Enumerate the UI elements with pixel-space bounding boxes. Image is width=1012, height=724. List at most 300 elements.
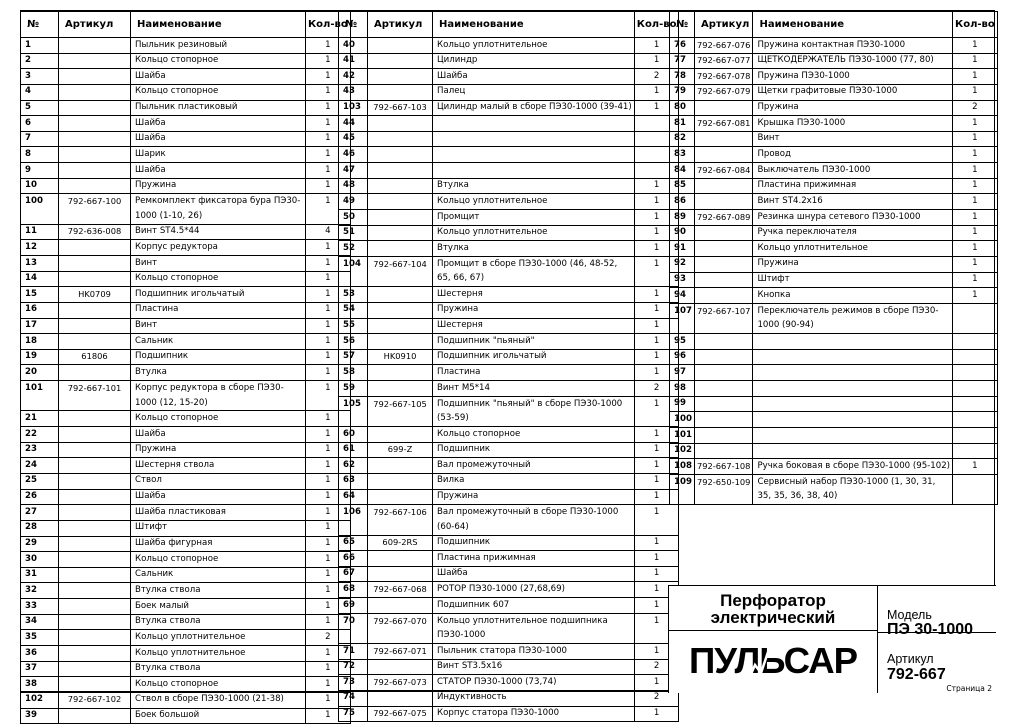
item-number: 85 <box>670 178 695 194</box>
item-name: Кольцо уплотнительное подшипника ПЭ30-1000 <box>433 613 635 643</box>
article-cell <box>59 677 131 693</box>
item-number: 91 <box>670 241 695 257</box>
table-row <box>670 241 998 257</box>
item-name <box>753 334 953 350</box>
item-name <box>753 412 953 428</box>
item-name: Шайба <box>131 489 306 505</box>
article-cell <box>694 412 753 428</box>
article-cell <box>59 458 131 474</box>
item-number: 89 <box>670 210 695 226</box>
item-qty: 1 <box>634 598 679 614</box>
article-cell <box>59 240 131 256</box>
table-row <box>339 116 679 132</box>
table-row <box>339 287 679 303</box>
article-cell <box>694 365 753 381</box>
item-number: 102 <box>21 692 59 708</box>
item-qty: 1 <box>634 505 679 535</box>
table-row <box>339 598 679 614</box>
table-row <box>339 706 679 722</box>
table-row <box>21 365 351 381</box>
article-cell: 792-667-079 <box>694 84 753 100</box>
table-row <box>670 365 998 381</box>
item-number: 76 <box>670 38 695 54</box>
item-qty: 1 <box>306 334 351 350</box>
item-qty: 1 <box>634 318 679 334</box>
article-cell <box>59 442 131 458</box>
item-name: Подшипник "пьяный" <box>433 334 635 350</box>
item-number: 58 <box>339 365 368 381</box>
article-cell: 699-Z <box>368 442 433 458</box>
item-name <box>753 365 953 381</box>
article-cell <box>368 241 433 257</box>
article-cell <box>368 69 433 85</box>
item-qty: 1 <box>953 131 998 147</box>
header-name: Наименование <box>131 12 306 38</box>
table-row <box>339 381 679 397</box>
article-cell <box>59 302 131 318</box>
article-cell <box>368 225 433 241</box>
item-name: Шайба <box>131 116 306 132</box>
table-header <box>670 12 998 38</box>
article-cell <box>59 69 131 85</box>
item-number: 43 <box>339 84 368 100</box>
table-row <box>339 194 679 210</box>
item-number: 107 <box>670 303 695 333</box>
item-qty <box>953 428 998 444</box>
table-header <box>21 12 351 38</box>
table-row <box>670 396 998 412</box>
item-qty: 2 <box>953 100 998 116</box>
article-cell: 792-650-109 <box>694 474 753 504</box>
item-name: Втулка ствола <box>131 661 306 677</box>
article-cell: 792-667-075 <box>368 706 433 722</box>
article-cell <box>59 599 131 615</box>
item-qty: 1 <box>634 256 679 286</box>
item-number: 5 <box>21 100 59 116</box>
header-num: № <box>670 12 695 38</box>
table-row <box>670 303 998 333</box>
item-name: Подшипник <box>433 535 635 551</box>
item-number: 10 <box>21 178 59 194</box>
article-cell <box>59 646 131 662</box>
article-cell: 792-667-108 <box>694 459 753 475</box>
item-qty: 1 <box>634 551 679 567</box>
item-name: Переключатель режимов в сборе ПЭ30-1000 (90-94) <box>753 303 953 333</box>
item-number: 98 <box>670 381 695 397</box>
item-qty: 1 <box>953 194 998 210</box>
header-qty: Кол-во <box>953 12 998 38</box>
article-cell <box>368 302 433 318</box>
item-name: Кольцо уплотнительное <box>433 38 635 54</box>
item-number: 67 <box>339 566 368 582</box>
item-name: ЩЕТКОДЕРЖАТЕЛЬ ПЭ30-1000 (77, 80) <box>753 53 953 69</box>
article-cell <box>59 708 131 724</box>
table-row <box>339 535 679 551</box>
item-number: 84 <box>670 163 695 179</box>
table-row <box>21 131 351 147</box>
article-cell: 792-667-073 <box>368 675 433 691</box>
item-name: Резинка шнура сетевого ПЭ30-1000 <box>753 210 953 226</box>
brand-name: ПУЛЬСАР <box>689 643 857 681</box>
item-qty: 1 <box>634 334 679 350</box>
item-name: Цилиндр <box>433 53 635 69</box>
header-num: № <box>21 12 59 38</box>
item-name: Кольцо уплотнительное <box>131 630 306 646</box>
article-label: Артикул <box>887 652 934 666</box>
table-row <box>21 178 351 194</box>
article-cell <box>59 318 131 334</box>
article-cell <box>59 552 131 568</box>
table-row <box>670 163 998 179</box>
article-cell <box>59 147 131 163</box>
item-name: Винт ST3.5x16 <box>433 659 635 675</box>
article-cell <box>368 381 433 397</box>
table-row <box>21 552 351 568</box>
item-qty: 1 <box>634 489 679 505</box>
item-number: 25 <box>21 473 59 489</box>
item-qty: 1 <box>634 100 679 116</box>
item-number: 66 <box>339 551 368 567</box>
table-row <box>339 442 679 458</box>
item-number: 55 <box>339 318 368 334</box>
item-name: Шайба <box>433 566 635 582</box>
item-number: 16 <box>21 302 59 318</box>
parts-table-3 <box>669 11 998 505</box>
item-qty: 1 <box>634 396 679 426</box>
item-number: 106 <box>339 505 368 535</box>
item-number: 27 <box>21 505 59 521</box>
table-row <box>339 566 679 582</box>
item-number: 2 <box>21 53 59 69</box>
item-name: Цилиндр малый в сборе ПЭ30-1000 (39-41) <box>433 100 635 116</box>
header-name: Наименование <box>753 12 953 38</box>
item-name: Ствол <box>131 473 306 489</box>
item-name: Кольцо уплотнительное <box>753 241 953 257</box>
item-name: Подшипник 607 <box>433 598 635 614</box>
article-cell: 792-667-106 <box>368 505 433 535</box>
item-name: Боек большой <box>131 708 306 724</box>
item-name <box>753 428 953 444</box>
item-name: Вал промежуточный <box>433 458 635 474</box>
item-qty: 1 <box>306 38 351 54</box>
table-row <box>21 583 351 599</box>
item-qty: 1 <box>306 520 351 536</box>
item-name: Подшипник <box>131 349 306 365</box>
title-block <box>668 585 996 693</box>
table-row <box>21 38 351 54</box>
item-qty: 2 <box>634 381 679 397</box>
item-name: Винт <box>131 255 306 271</box>
item-qty: 1 <box>306 365 351 381</box>
table-row <box>21 240 351 256</box>
item-number: 51 <box>339 225 368 241</box>
item-name: Ствол в сборе ПЭ30-1000 (21-38) <box>131 692 306 708</box>
item-number: 72 <box>339 659 368 675</box>
item-number: 44 <box>339 116 368 132</box>
item-number: 56 <box>339 334 368 350</box>
item-qty: 1 <box>306 271 351 287</box>
item-qty: 1 <box>953 256 998 272</box>
item-qty: 1 <box>634 442 679 458</box>
article-cell <box>368 473 433 489</box>
item-number: 28 <box>21 520 59 536</box>
item-number: 12 <box>21 240 59 256</box>
item-name: Кольцо уплотнительное <box>433 194 635 210</box>
article-cell: 792-667-078 <box>694 69 753 85</box>
item-qty: 1 <box>634 210 679 226</box>
table-row <box>670 225 998 241</box>
item-qty: 1 <box>306 677 351 693</box>
article-cell: 792-667-070 <box>368 613 433 643</box>
article-cell <box>368 131 433 147</box>
item-number: 69 <box>339 598 368 614</box>
article-cell <box>59 630 131 646</box>
article-cell <box>694 396 753 412</box>
table-row <box>339 690 679 706</box>
item-number: 19 <box>21 349 59 365</box>
table-row <box>339 473 679 489</box>
item-number: 33 <box>21 599 59 615</box>
article-cell <box>368 598 433 614</box>
article-cell: 792-667-071 <box>368 644 433 660</box>
item-qty: 1 <box>953 69 998 85</box>
table-row <box>21 163 351 179</box>
article-cell <box>59 489 131 505</box>
item-number: 86 <box>670 194 695 210</box>
table-row <box>21 473 351 489</box>
article-cell <box>694 100 753 116</box>
item-number: 71 <box>339 644 368 660</box>
item-number: 32 <box>21 583 59 599</box>
item-qty: 1 <box>634 194 679 210</box>
item-number: 24 <box>21 458 59 474</box>
table-row <box>21 520 351 536</box>
item-number: 11 <box>21 224 59 240</box>
table-row <box>21 411 351 427</box>
table-row <box>670 474 998 504</box>
item-number: 36 <box>21 646 59 662</box>
header-article: Артикул <box>59 12 131 38</box>
item-name: Корпус статора ПЭ30-1000 <box>433 706 635 722</box>
item-name: Пружина <box>131 442 306 458</box>
item-name: Шайба <box>131 427 306 443</box>
item-name: Корпус редуктора в сборе ПЭ30-1000 (12, 15-20) <box>131 381 306 411</box>
item-qty: 1 <box>953 459 998 475</box>
article-cell <box>368 427 433 443</box>
item-qty <box>953 349 998 365</box>
item-number: 49 <box>339 194 368 210</box>
table-row <box>21 489 351 505</box>
table-row <box>670 53 998 69</box>
table-row <box>21 630 351 646</box>
item-number: 97 <box>670 365 695 381</box>
item-name: Кольцо уплотнительное <box>131 646 306 662</box>
item-number: 22 <box>21 427 59 443</box>
item-name: Винт M5*14 <box>433 381 635 397</box>
item-qty: 1 <box>306 505 351 521</box>
article-cell <box>368 38 433 54</box>
item-number: 94 <box>670 288 695 304</box>
item-number: 21 <box>21 411 59 427</box>
item-qty: 1 <box>953 288 998 304</box>
table-row <box>670 178 998 194</box>
table-row <box>21 381 351 411</box>
item-qty: 2 <box>634 659 679 675</box>
item-number: 104 <box>339 256 368 286</box>
item-qty <box>953 381 998 397</box>
table-row <box>339 365 679 381</box>
article-cell <box>59 53 131 69</box>
item-qty: 1 <box>634 613 679 643</box>
table-row <box>339 458 679 474</box>
item-qty: 1 <box>306 240 351 256</box>
item-qty: 1 <box>953 116 998 132</box>
item-number: 46 <box>339 147 368 163</box>
item-number: 41 <box>339 53 368 69</box>
item-qty: 1 <box>306 318 351 334</box>
item-name: Пластина прижимная <box>753 178 953 194</box>
item-name: Штифт <box>131 520 306 536</box>
item-name: Подшипник игольчатый <box>131 287 306 303</box>
table-row <box>339 489 679 505</box>
item-name: Пластина прижимная <box>433 551 635 567</box>
table-row <box>670 412 998 428</box>
item-qty: 1 <box>306 692 351 708</box>
table-row <box>21 271 351 287</box>
item-qty: 1 <box>953 147 998 163</box>
item-name: Подшипник "пьяный" в сборе ПЭ30-1000 (53-59) <box>433 396 635 426</box>
item-qty: 1 <box>953 163 998 179</box>
item-number: 59 <box>339 381 368 397</box>
product-name-line2: электрический <box>710 608 836 627</box>
table-row <box>21 442 351 458</box>
article-cell <box>59 163 131 179</box>
table-row <box>339 334 679 350</box>
item-name: Щетки графитовые ПЭ30-1000 <box>753 84 953 100</box>
table-row <box>21 505 351 521</box>
article-cell <box>694 178 753 194</box>
item-qty: 1 <box>634 225 679 241</box>
item-number: 29 <box>21 536 59 552</box>
item-name: Сальник <box>131 334 306 350</box>
item-qty: 1 <box>634 644 679 660</box>
item-name: Пыльник резиновый <box>131 38 306 54</box>
item-name: Кольцо стопорное <box>131 411 306 427</box>
table-row <box>21 661 351 677</box>
table-row <box>670 459 998 475</box>
article-cell: 792-636-008 <box>59 224 131 240</box>
article-cell: 792-667-084 <box>694 163 753 179</box>
item-qty: 1 <box>953 84 998 100</box>
item-qty: 1 <box>634 302 679 318</box>
item-name: Винт <box>753 131 953 147</box>
article-cell: 792-667-107 <box>694 303 753 333</box>
article-cell <box>59 661 131 677</box>
article-cell <box>59 411 131 427</box>
item-name <box>753 443 953 459</box>
table-row <box>339 178 679 194</box>
item-number: 95 <box>670 334 695 350</box>
item-number: 50 <box>339 210 368 226</box>
item-qty: 1 <box>634 675 679 691</box>
parts-table-1 <box>20 11 351 724</box>
table-row <box>21 614 351 630</box>
item-number: 63 <box>339 473 368 489</box>
item-qty <box>953 443 998 459</box>
article-cell <box>368 147 433 163</box>
table-row <box>339 349 679 365</box>
item-number: 26 <box>21 489 59 505</box>
article-cell <box>368 365 433 381</box>
item-name <box>753 381 953 397</box>
table-row <box>21 349 351 365</box>
table-row <box>670 116 998 132</box>
item-name: Кольцо стопорное <box>131 552 306 568</box>
article-cell <box>368 551 433 567</box>
item-qty: 1 <box>634 458 679 474</box>
table-row <box>339 225 679 241</box>
item-name: Шайба <box>131 163 306 179</box>
article-cell <box>368 287 433 303</box>
header-qty: Кол-во <box>634 12 679 38</box>
item-qty: 4 <box>306 224 351 240</box>
article-cell <box>694 334 753 350</box>
pulsar-logo <box>689 643 859 683</box>
item-qty: 1 <box>634 349 679 365</box>
header-qty: Кол-во <box>306 12 351 38</box>
item-name: Пружина контактная ПЭ30-1000 <box>753 38 953 54</box>
item-qty: 1 <box>306 53 351 69</box>
item-number: 23 <box>21 442 59 458</box>
item-name: Штифт <box>753 272 953 288</box>
item-qty: 1 <box>306 489 351 505</box>
item-name <box>753 349 953 365</box>
article-cell: 609-2RS <box>368 535 433 551</box>
item-name: Пружина ПЭ30-1000 <box>753 69 953 85</box>
item-number: 34 <box>21 614 59 630</box>
table-row <box>21 53 351 69</box>
article-cell <box>59 365 131 381</box>
item-name: Пластина <box>433 365 635 381</box>
item-qty: 1 <box>634 241 679 257</box>
article-cell <box>368 334 433 350</box>
item-number: 101 <box>21 381 59 411</box>
item-name: Винт ST4.5*44 <box>131 224 306 240</box>
item-qty: 1 <box>306 100 351 116</box>
article-cell <box>368 178 433 194</box>
item-number: 105 <box>339 396 368 426</box>
table-row <box>21 147 351 163</box>
item-name: Пыльник пластиковый <box>131 100 306 116</box>
item-number: 99 <box>670 396 695 412</box>
item-number: 54 <box>339 302 368 318</box>
article-cell <box>368 690 433 706</box>
item-name: Втулка ствола <box>131 583 306 599</box>
item-number: 93 <box>670 272 695 288</box>
header-article: Артикул <box>368 12 433 38</box>
parts-table-2 <box>338 11 679 722</box>
item-qty: 1 <box>953 178 998 194</box>
article-cell <box>368 659 433 675</box>
table-row <box>339 241 679 257</box>
table-row <box>670 147 998 163</box>
article-cell <box>694 256 753 272</box>
item-name: Кнопка <box>753 288 953 304</box>
item-number: 75 <box>339 706 368 722</box>
item-qty: 1 <box>634 535 679 551</box>
article-cell <box>694 147 753 163</box>
table-row <box>670 69 998 85</box>
